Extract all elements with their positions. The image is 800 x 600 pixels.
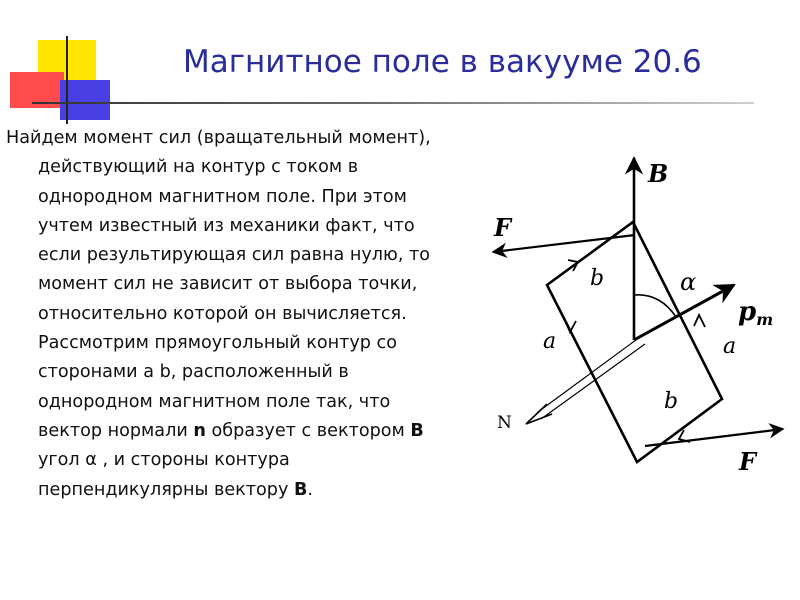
paragraph-line: Найдем момент сил (вращательный момент),	[6, 128, 431, 148]
paragraph-line: однородном магнитном поле. При этом	[38, 186, 407, 207]
body-paragraph	[6, 124, 476, 505]
current-arrow-left	[565, 320, 576, 332]
paragraph-line: учтем известный из механики факт, что	[38, 215, 415, 236]
vector-pm-subscript: m	[756, 310, 774, 329]
vector-pm-label	[738, 297, 773, 329]
title-underline	[32, 102, 754, 104]
angle-alpha-arc	[634, 295, 676, 317]
text-fragment: перпендикулярны вектору	[38, 479, 294, 500]
current-arrow-right	[694, 315, 705, 327]
force-f-bottom-arrow	[645, 429, 783, 446]
vector-b-symbol: B	[293, 479, 308, 500]
loop-diagram	[480, 140, 790, 470]
paragraph-line: однородном магнитном поле так, что	[38, 391, 391, 412]
decor-vertical-line	[66, 36, 68, 124]
paragraph-line: момент сил не зависит от выбора точки,	[38, 274, 418, 295]
paragraph-line: сторонами a b, расположенный в	[38, 362, 349, 383]
text-fragment: вектор нормали	[38, 420, 194, 441]
vector-b-symbol: B	[410, 420, 424, 441]
force-f-top-label: F	[494, 213, 512, 242]
side-a-left-label: a	[543, 329, 557, 354]
text-fragment: образует с вектором	[205, 420, 411, 441]
paragraph-line: угол α , и стороны контура	[38, 450, 290, 471]
paragraph-line-perpendicular	[6, 476, 476, 505]
paragraph-line: действующий на контур с током в	[38, 157, 359, 178]
slide-title: Магнитное поле в вакууме 20.6	[183, 44, 702, 80]
side-b-top-label: b	[590, 266, 605, 291]
normal-vector-label: N	[497, 413, 512, 433]
paragraph-line: относительно которой он вычисляется.	[38, 303, 407, 324]
force-f-bottom-label: F	[739, 447, 757, 470]
vector-b-label: B	[648, 159, 669, 188]
paragraph-line: Рассмотрим прямоугольный контур со	[38, 333, 397, 354]
vector-pm-p: p	[738, 297, 757, 327]
angle-alpha-label: α	[680, 268, 697, 296]
text-fragment: .	[307, 479, 313, 500]
normal-vector-shaft-2	[541, 344, 645, 419]
vector-n-symbol: n	[193, 420, 206, 441]
side-a-right-label: a	[723, 334, 737, 359]
side-b-bottom-label: b	[664, 389, 679, 414]
paragraph-line: если результирующая сил равна нулю, то	[38, 245, 431, 266]
force-f-top-arrow	[493, 235, 635, 252]
paragraph-line-normal-vector	[6, 417, 476, 446]
